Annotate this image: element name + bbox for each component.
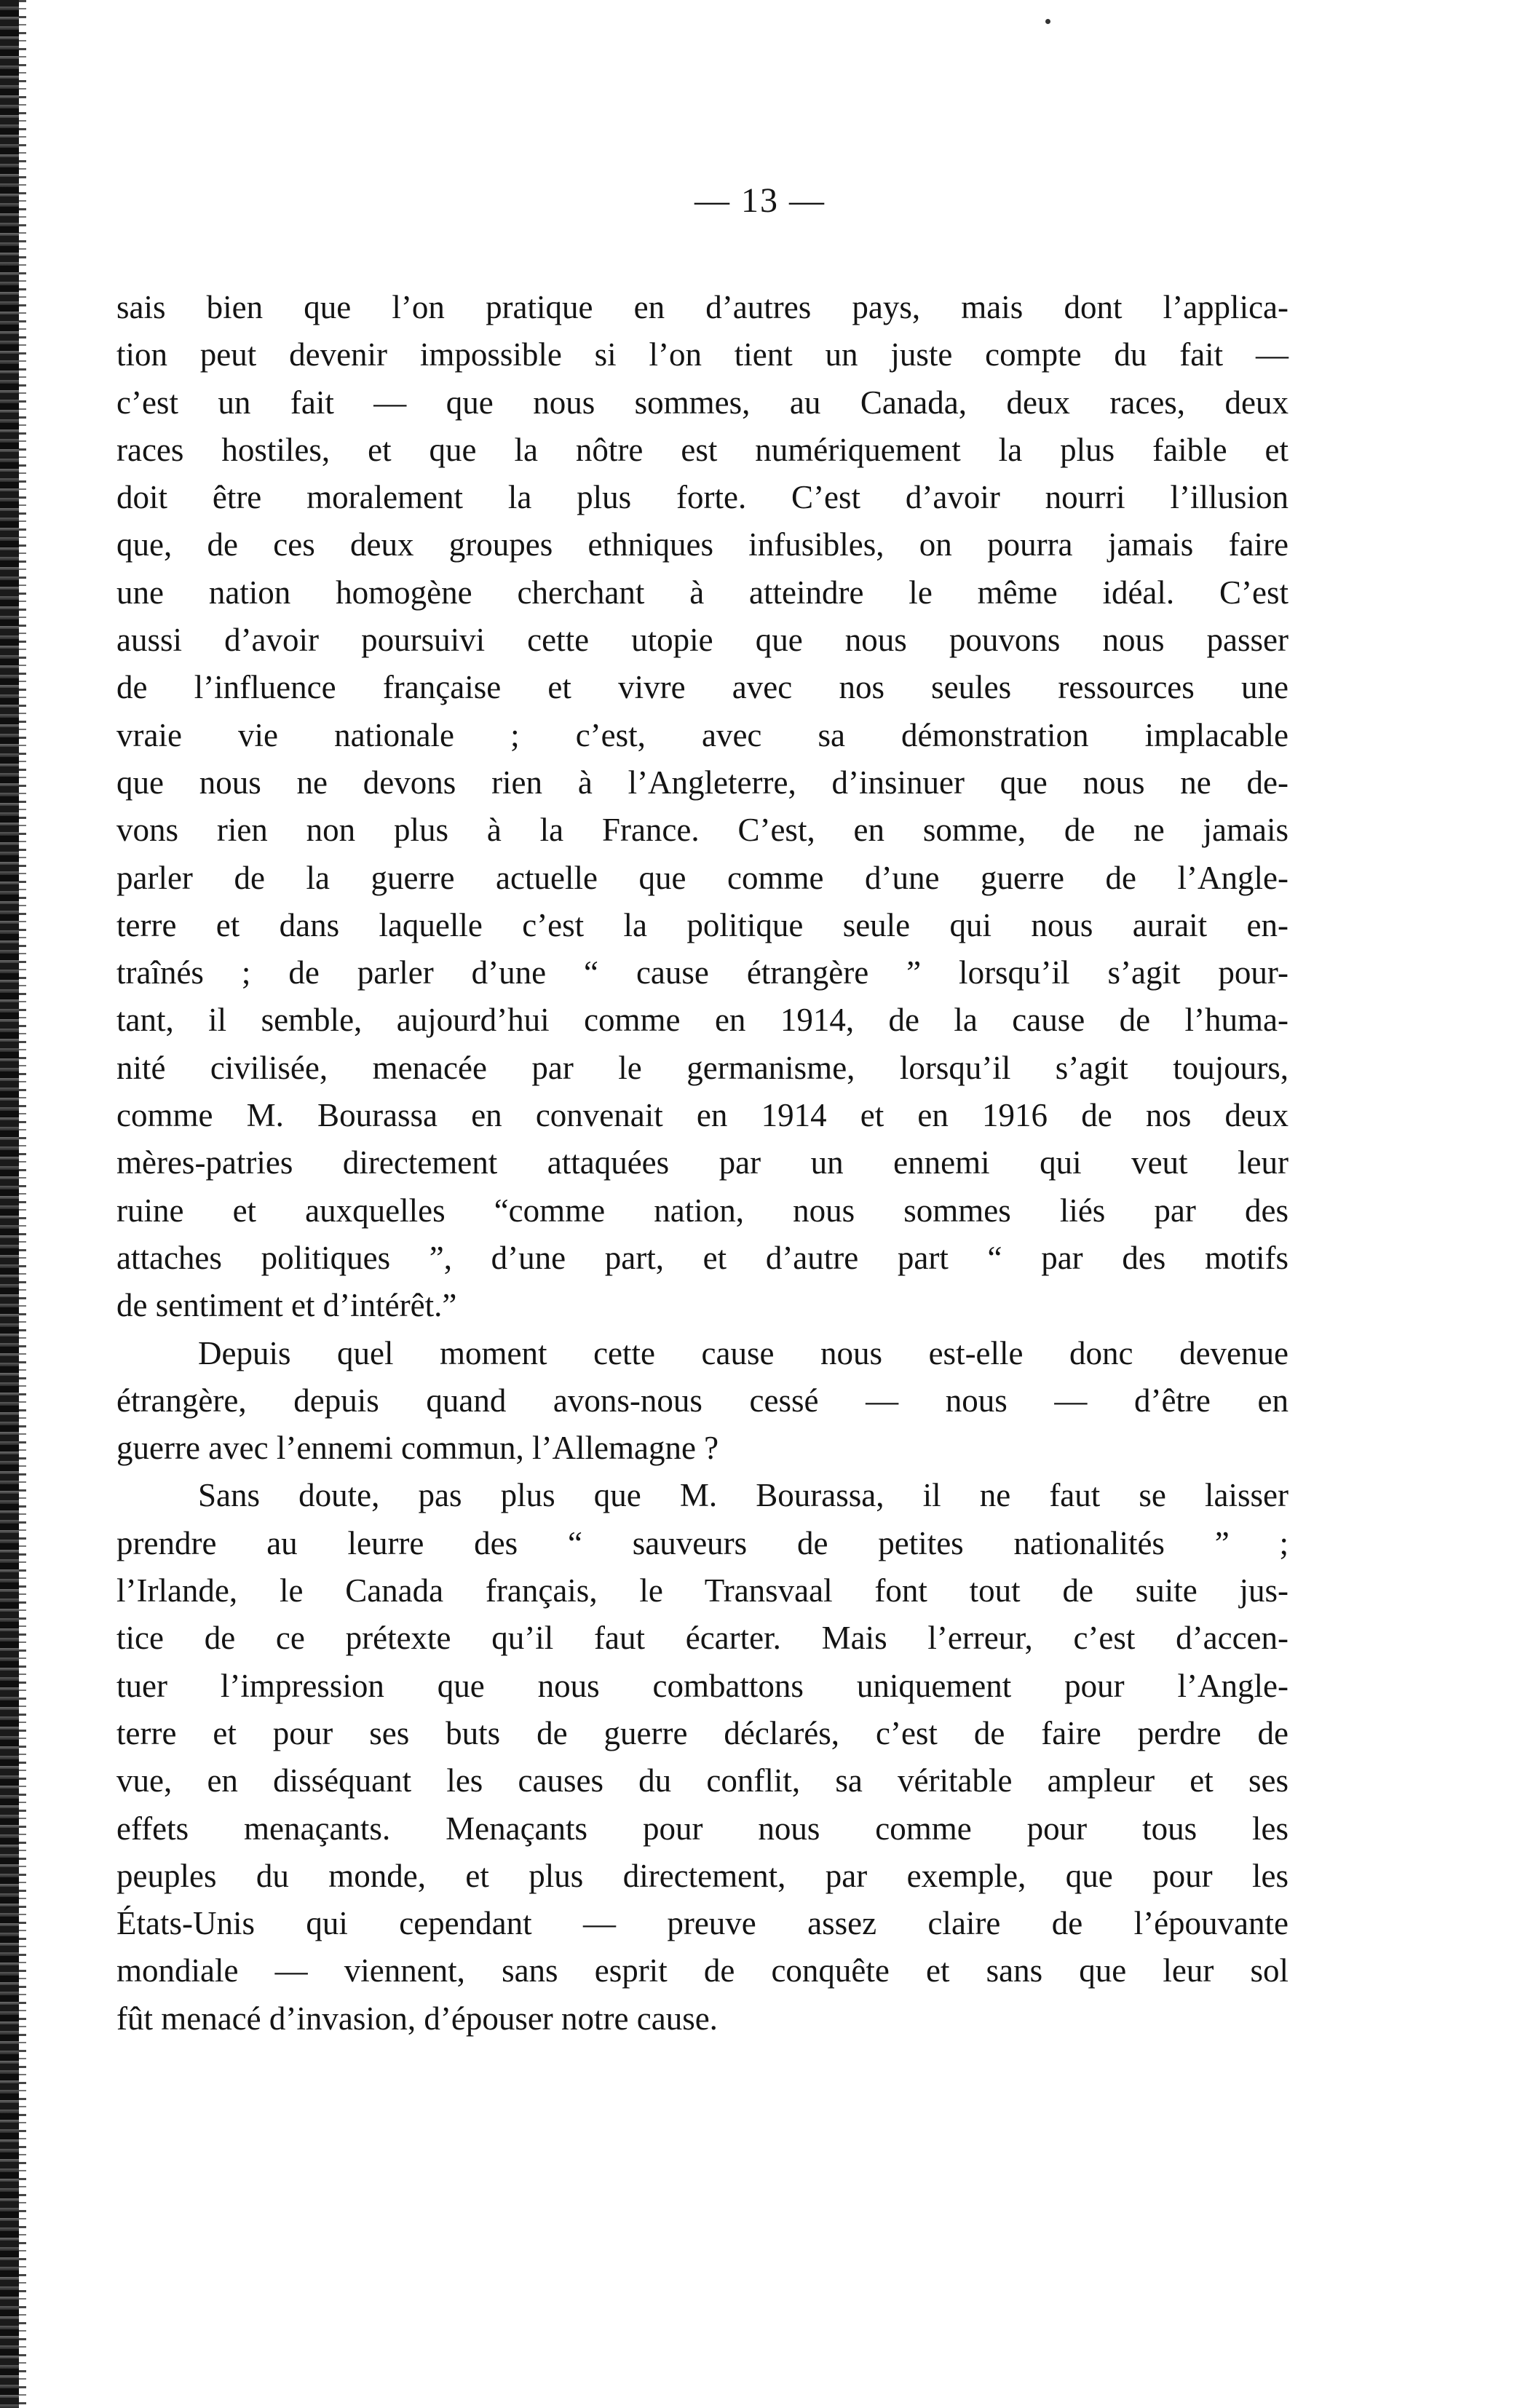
text-line: terre et dans laquelle c’est la politique seule qui nous aurait en- — [116, 906, 1289, 943]
text-line: races hostiles, et que la nôtre est numériquement la plus faible et — [116, 431, 1289, 468]
text-line: mondiale — viennent, sans esprit de conquête et sans que leur sol — [116, 1952, 1289, 1989]
binding-edge-scan-artifact — [0, 0, 19, 2408]
text-line: de sentiment et d’intérêt.” — [116, 1287, 457, 1324]
page-number: — 13 — — [694, 181, 826, 220]
text-line: Sans doute, pas plus que M. Bourassa, il ne faut se laisser — [198, 1477, 1289, 1514]
text-line: comme M. Bourassa en convenait en 1914 et en 1916 de nos deux — [116, 1097, 1289, 1134]
text-line: vraie vie nationale ; c’est, avec sa démonstration implacable — [116, 716, 1289, 753]
text-line: attaches politiques ”, d’une part, et d’autre part “ par des motifs — [116, 1239, 1289, 1276]
text-line: Depuis quel moment cette cause nous est-elle donc devenue — [198, 1334, 1289, 1371]
ink-speck — [1045, 19, 1050, 24]
text-line: ruine et auxquelles “comme nation, nous sommes liés par des — [116, 1192, 1289, 1229]
text-line: guerre avec l’ennemi commun, l’Allemagne ? — [116, 1430, 719, 1467]
text-line: que nous ne devons rien à l’Angleterre, d’insinuer que nous ne de- — [116, 764, 1289, 801]
text-line: vons rien non plus à la France. C’est, en somme, de ne jamais — [116, 812, 1289, 849]
text-line: mères-patries directement attaquées par un ennemi qui veut leur — [116, 1144, 1289, 1181]
text-line: aussi d’avoir poursuivi cette utopie que nous pouvons nous passer — [116, 622, 1289, 659]
text-line: doit être moralement la plus forte. C’est d’avoir nourri l’illusion — [116, 479, 1289, 516]
text-line: l’Irlande, le Canada français, le Transvaal font tout de suite jus- — [116, 1572, 1289, 1609]
text-line: nité civilisée, menacée par le germanisme, lorsqu’il s’agit toujours, — [116, 1049, 1289, 1086]
text-line: tuer l’impression que nous combattons uniquement pour l’Angle- — [116, 1667, 1289, 1704]
text-line: tice de ce prétexte qu’il faut écarter. Mais l’erreur, c’est d’accen- — [116, 1620, 1289, 1657]
text-line: prendre au leurre des “ sauveurs de petites nationalités ” ; — [116, 1524, 1289, 1561]
body-text — [116, 284, 1289, 2043]
text-line: tant, il semble, aujourd’hui comme en 1914, de la cause de l’huma- — [116, 1002, 1289, 1039]
text-line: traînés ; de parler d’une “ cause étrangère ” lorsqu’il s’agit pour- — [116, 954, 1289, 991]
text-line: parler de la guerre actuelle que comme d’une guerre de l’Angle- — [116, 859, 1289, 896]
text-line: fût menacé d’invasion, d’épouser notre cause. — [116, 2000, 718, 2037]
text-line: c’est un fait — que nous sommes, au Canada, deux races, deux — [116, 384, 1289, 421]
text-line: effets menaçants. Menaçants pour nous comme pour tous les — [116, 1810, 1289, 1847]
text-line: États-Unis qui cependant — preuve assez claire de l’épouvante — [116, 1905, 1289, 1942]
text-line: terre et pour ses buts de guerre déclarés, c’est de faire perdre de — [116, 1714, 1289, 1751]
text-line: tion peut devenir impossible si l’on tient un juste compte du fait — — [116, 336, 1289, 373]
text-line: étrangère, depuis quand avons-nous cessé — nous — d’être en — [116, 1382, 1289, 1419]
text-line: de l’influence française et vivre avec nos seules ressources une — [116, 669, 1289, 706]
text-line: une nation homogène cherchant à atteindre le même idéal. C’est — [116, 574, 1289, 611]
text-line: vue, en disséquant les causes du conflit, sa véritable ampleur et ses — [116, 1762, 1289, 1799]
text-line: que, de ces deux groupes ethniques infusibles, on pourra jamais faire — [116, 526, 1289, 563]
text-line: peuples du monde, et plus directement, par exemple, que pour les — [116, 1857, 1289, 1894]
text-line: sais bien que l’on pratique en d’autres pays, mais dont l’applica- — [116, 289, 1289, 325]
